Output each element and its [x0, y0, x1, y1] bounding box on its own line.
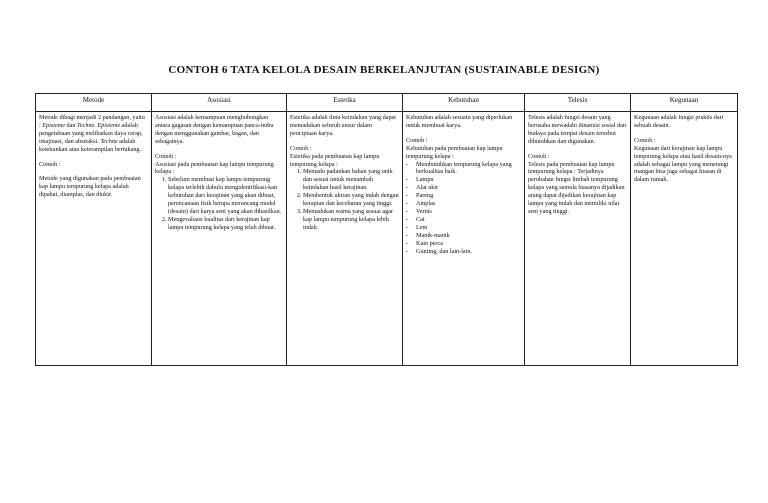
document-title: CONTOH 6 TATA KELOLA DESAIN BERKELANJUTAN (SUSTAINABLE DESIGN)	[168, 64, 600, 76]
list-item: - Kain perca	[416, 240, 521, 248]
cell-kegunaan	[631, 112, 738, 366]
kebutuhan-definition: Kebutuhan adalah sesuatu yang diperlukan untuk membuat karya.	[406, 114, 513, 129]
list-item: 2. Mengevaluasi kualitas dari kerajinan kap lampu tempurung kelapa yang telah dibuat.	[168, 216, 283, 232]
cell-telesis	[525, 112, 631, 366]
kegunaan-definition: Kegunaan adalah fungsi praktis dari sebuah desain.	[634, 114, 724, 129]
list-item: 1. Memadu padankan bahan yang unik dan sesuai untuk menambah keindahan hasil kerajinan.	[303, 168, 399, 192]
list-item: - Pareng	[416, 192, 521, 200]
cell-kebutuhan	[403, 112, 525, 366]
cell-estetika	[287, 112, 403, 366]
list-item: - Manik-manik	[416, 232, 521, 240]
metode-contoh-label: Contoh :	[39, 160, 61, 168]
kebutuhan-example-intro: Kebutuhan pada pembuatan kap lampu tempurung kelapa :	[406, 144, 503, 160]
estetika-list	[290, 168, 399, 231]
list-item: 2. Membentuk ukiran yang indah dengan kerapian dan kecebaran yang tinggi.	[303, 192, 399, 208]
header-asosiasi: Asosiasi	[152, 94, 287, 112]
list-item: - Vernis	[416, 208, 521, 216]
list-item: 1. Sebelum membuat kap lampu tempurung kelapa terlebih dahulu mengidentifikasi-kan kebutuhan dari kerajinan yang akan dibuat, perencanaan fisik berupa merancang model (desain) dari karya seni yang akan dihasilkan.	[168, 176, 283, 216]
telesis-contoh-label: Contoh :	[528, 152, 550, 160]
list-item: - Lem	[416, 224, 521, 232]
kegunaan-example: Kegunaan dari kerajinan kap lampu tempurung kelapa atau hasil desain-nya adalah sebagai lampu yang menerangi ruangan bisa juga sebagai hiasan di dalam rumah.	[634, 144, 732, 184]
list-item: - Cat	[416, 216, 521, 224]
cell-metode	[36, 112, 152, 366]
telesis-definition: Telesis adalah fungsi desain yang berusaha mewadahi dinamisi sosial dan budaya pada tempat desain tersebut dibutuhkan dan digunakan.	[528, 114, 626, 145]
kegunaan-contoh-label: Contoh :	[634, 136, 656, 144]
estetika-example-intro: Estetika pada pembuatan kap lampu tempurung kelapa :	[290, 152, 380, 168]
header-metode: Metode	[36, 94, 152, 112]
estetika-contoh-label: Contoh :	[290, 144, 312, 152]
list-item: - Membutuhkan tempurung kelapa yang berkualitas baik.	[416, 161, 521, 177]
list-item: - Gunting, dan lain-lain.	[416, 248, 521, 256]
asosiasi-definition: Asosiasi adalah kemampuan menghubungkan antara gagasan dengan kemampuan panca-indra dengan menggunakan gambar, bagan, dan sebagainya.	[155, 114, 274, 145]
design-table	[35, 93, 738, 366]
asosiasi-contoh-label: Contoh :	[155, 152, 177, 160]
header-estetika: Estetika	[287, 94, 403, 112]
asosiasi-example-intro: Asosiasi pada pembuatan kap lampu tempurung kelapa :	[155, 160, 274, 176]
kebutuhan-list	[406, 161, 521, 256]
metode-intro: Metode dibagi menjadi 2 pandangan, yaitu : Episteme dan Techne. Episteme adalah pengetahuan yang melibatkan daya cerap, imajinasi, dan abstraksi. Techne adalah ketekunkan atau keterampilan bertukang.	[39, 114, 145, 153]
estetika-definition: Estetika adalah ilmu keindahan yang dapat memadukan seluruh unsur dalam penciptaan karya.	[290, 114, 397, 137]
list-item: - Alat ukir	[416, 184, 521, 192]
kebutuhan-contoh-label: Contoh :	[406, 136, 428, 144]
metode-example: Metode yang digunakan pada pembuatan kap lampu tempurung kelapa adalah dipahat, diamplas, dan diukir.	[39, 175, 141, 199]
list-item: 3. Memadukan warna yang sesuai agar kap lampu tempurung kelapa lebih indah.	[303, 208, 399, 232]
header-kebutuhan: Kebutuhan	[403, 94, 525, 112]
asosiasi-list	[155, 176, 283, 231]
telesis-example: Telesis pada pembuatan kap lampu tempurung kelapa : Terjadinya perubahan fungsi limbah tempurung kelapa yang semula biasanya dijadikan arang dapat dijadikan kerajinan kap lampu yang indah dan memiliki nilai seni yang tinggi.	[528, 160, 625, 215]
header-row	[36, 94, 738, 112]
content-row	[36, 112, 738, 366]
header-telesis: Telesis	[525, 94, 631, 112]
list-item: - Lampu	[416, 176, 521, 184]
cell-asosiasi	[152, 112, 287, 366]
list-item: - Amplas	[416, 200, 521, 208]
header-kegunaan: Kegunaan	[631, 94, 738, 112]
